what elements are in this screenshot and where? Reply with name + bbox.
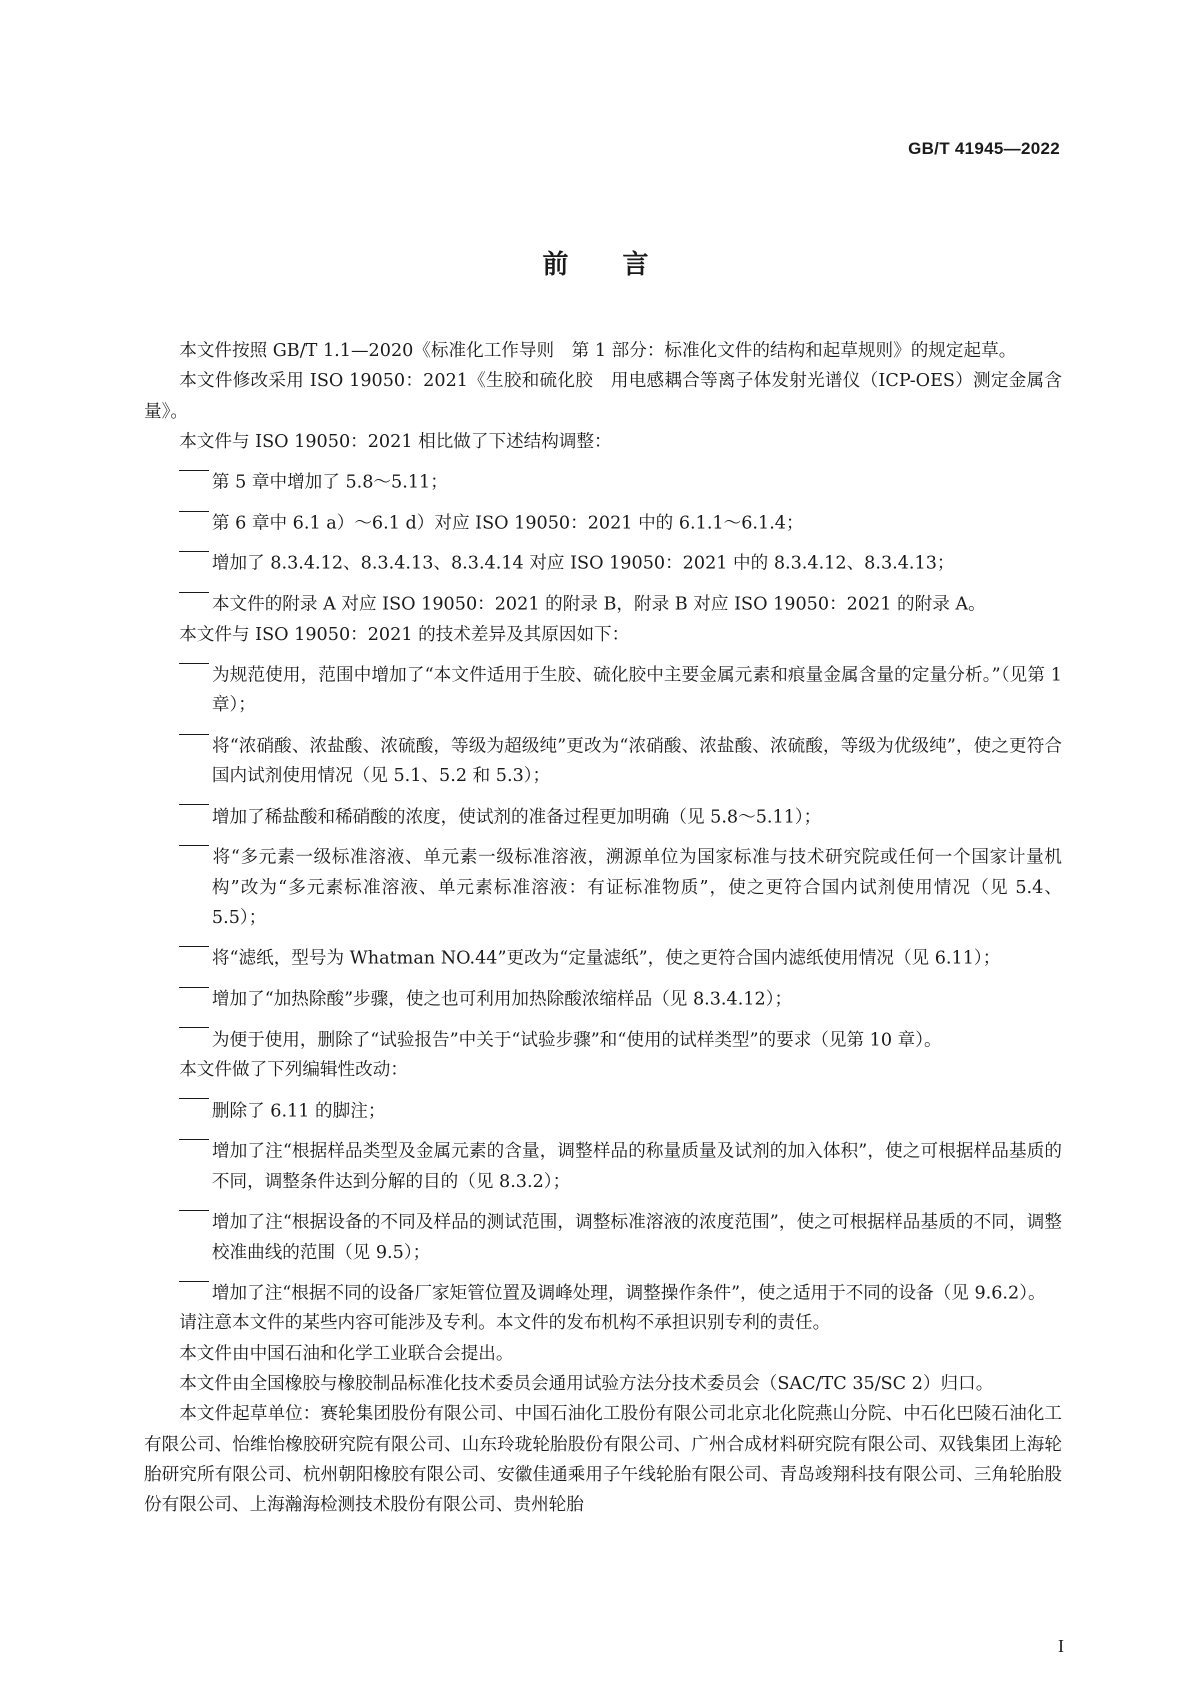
body-paragraph: 本文件做了下列编辑性改动： — [179, 1060, 408, 1081]
dash-list-item — [144, 792, 1062, 833]
body-paragraph: 本文件修改采用 ISO 19050：2021《生胶和硫化胶 用电感耦合等离子体发射光谱仪（ICP-OES）测定金属含量》。 — [144, 371, 1062, 422]
dash-item-text: 将“浓硝酸、浓盐酸、浓硫酸，等级为超级纯”更改为“浓硝酸、浓盐酸、浓硫酸，等级为优级纯”，使之更符合国内试剂使用情况（见 5.1、5.2 和 5.3）； — [211, 736, 1062, 787]
body-paragraph: 本文件由全国橡胶与橡胶制品标准化技术委员会通用试验方法分技术委员会（SAC/TC 35/SC 2）归口。 — [179, 1374, 994, 1395]
dash-marker — [179, 721, 212, 751]
dash-marker — [179, 832, 212, 862]
dash-list-item — [144, 1015, 1062, 1056]
body-paragraph: 本文件与 ISO 19050：2021 的技术差异及其原因如下： — [179, 624, 630, 645]
dash-item-text: 增加了 8.3.4.12、8.3.4.13、8.3.4.14 对应 ISO 19050：2021 中的 8.3.4.12、8.3.4.13； — [211, 553, 955, 574]
dash-marker — [179, 1086, 212, 1116]
dash-item-text: 删除了 6.11 的脚注； — [211, 1100, 386, 1121]
dash-list-item — [144, 721, 1062, 792]
dash-list-item — [144, 579, 1062, 620]
body-paragraph: 本文件由中国石油和化学工业联合会提出。 — [179, 1343, 514, 1364]
dash-marker — [179, 538, 212, 568]
dash-item-text: 增加了稀盐酸和稀硝酸的浓度，使试剂的准备过程更加明确（见 5.8～5.11）； — [211, 806, 822, 827]
dash-marker — [179, 1197, 212, 1227]
dash-item-text: 增加了注“根据设备的不同及样品的测试范围，调整标准溶液的浓度范围”，使之可根据样品基质的不同，调整校准曲线的范围（见 9.5）； — [211, 1212, 1062, 1263]
dash-list-item — [144, 832, 1062, 933]
dash-item-text: 第 5 章中增加了 5.8～5.11； — [211, 472, 448, 493]
dash-marker — [179, 1268, 212, 1298]
dash-marker — [179, 498, 212, 528]
dash-list-item — [144, 457, 1062, 498]
dash-marker — [179, 974, 212, 1004]
dash-item-text: 增加了注“根据不同的设备厂家矩管位置及调峰处理，调整操作条件”，使之适用于不同的设备（见 9.6.2）。 — [211, 1283, 1046, 1304]
dash-marker — [179, 457, 212, 487]
standard-code: GB/T 41945—2022 — [908, 139, 1060, 158]
dash-marker — [179, 792, 212, 822]
dash-item-text: 将“多元素一级标准溶液、单元素一级标准溶液，溯源单位为国家标准与技术研究院或任何一个国家计量机构”改为“多元素标准溶液、单元素标准溶液：有证标准物质”，使之更符合国内试剂使用情况（见 5.4、5.5）； — [211, 847, 1062, 929]
body-paragraph: 本文件起草单位：赛轮集团股份有限公司、中国石油化工股份有限公司北京北化院燕山分院、中石化巴陵石油化工有限公司、怡维怡橡胶研究院有限公司、山东玲珑轮胎股份有限公司、广州合成材料研究院有限公司、双钱集团上海轮胎研究所有限公司、杭州朝阳橡胶有限公司、安徽佳通乘用子午线轮胎有限公司、青岛竣翔科技有限公司、三角轮胎股份有限公司、上海瀚海检测技术股份有限公司、贵州轮胎 — [144, 1404, 1062, 1516]
dash-list-item — [144, 1086, 1062, 1127]
dash-list-item — [144, 974, 1062, 1015]
document-body — [144, 336, 1062, 1521]
dash-list-item — [144, 498, 1062, 539]
dash-list-item — [144, 1268, 1062, 1309]
dash-item-text: 为规范使用，范围中增加了“本文件适用于生胶、硫化胶中主要金属元素和痕量金属含量的定量分析。”（见第 1 章）； — [211, 665, 1062, 716]
page-title: 前言 — [542, 250, 703, 280]
dash-item-text: 将“滤纸，型号为 Whatman NO.44”更改为“定量滤纸”，使之更符合国内滤纸使用情况（见 6.11）； — [211, 948, 1001, 969]
dash-list-item — [144, 1197, 1062, 1268]
dash-list-item — [144, 933, 1062, 974]
dash-item-text: 本文件的附录 A 对应 ISO 19050：2021 的附录 B，附录 B 对应 ISO 19050：2021 的附录 A。 — [211, 594, 986, 615]
dash-list-item — [144, 538, 1062, 579]
page-number: I — [1058, 1636, 1064, 1656]
dash-marker — [179, 650, 212, 680]
dash-list-item — [144, 650, 1062, 721]
dash-marker — [179, 933, 212, 963]
body-paragraph: 本文件与 ISO 19050：2021 相比做了下述结构调整： — [179, 431, 612, 452]
dash-item-text: 增加了“加热除酸”步骤，使之也可利用加热除酸浓缩样品（见 8.3.4.12）； — [211, 989, 793, 1010]
body-paragraph: 本文件按照 GB/T 1.1—2020《标准化工作导则 第 1 部分：标准化文件的结构和起草规则》的规定起草。 — [179, 341, 1017, 361]
dash-marker — [179, 1126, 212, 1156]
dash-marker — [179, 579, 212, 609]
dash-item-text: 第 6 章中 6.1 a）～6.1 d）对应 ISO 19050：2021 中的 6.1.1～6.1.4； — [211, 513, 804, 534]
dash-item-text: 为便于使用，删除了“试验报告”中关于“试验步骤”和“使用的试样类型”的要求（见第 10 章）。 — [211, 1029, 942, 1050]
dash-list-item — [144, 1126, 1062, 1197]
dash-item-text: 增加了注“根据样品类型及金属元素的含量，调整样品的称量质量及试剂的加入体积”，使之可根据样品基质的不同，调整条件达到分解的目的（见 8.3.2）； — [211, 1141, 1062, 1192]
dash-marker — [179, 1015, 212, 1045]
body-paragraph: 请注意本文件的某些内容可能涉及专利。本文件的发布机构不承担识别专利的责任。 — [179, 1313, 831, 1334]
